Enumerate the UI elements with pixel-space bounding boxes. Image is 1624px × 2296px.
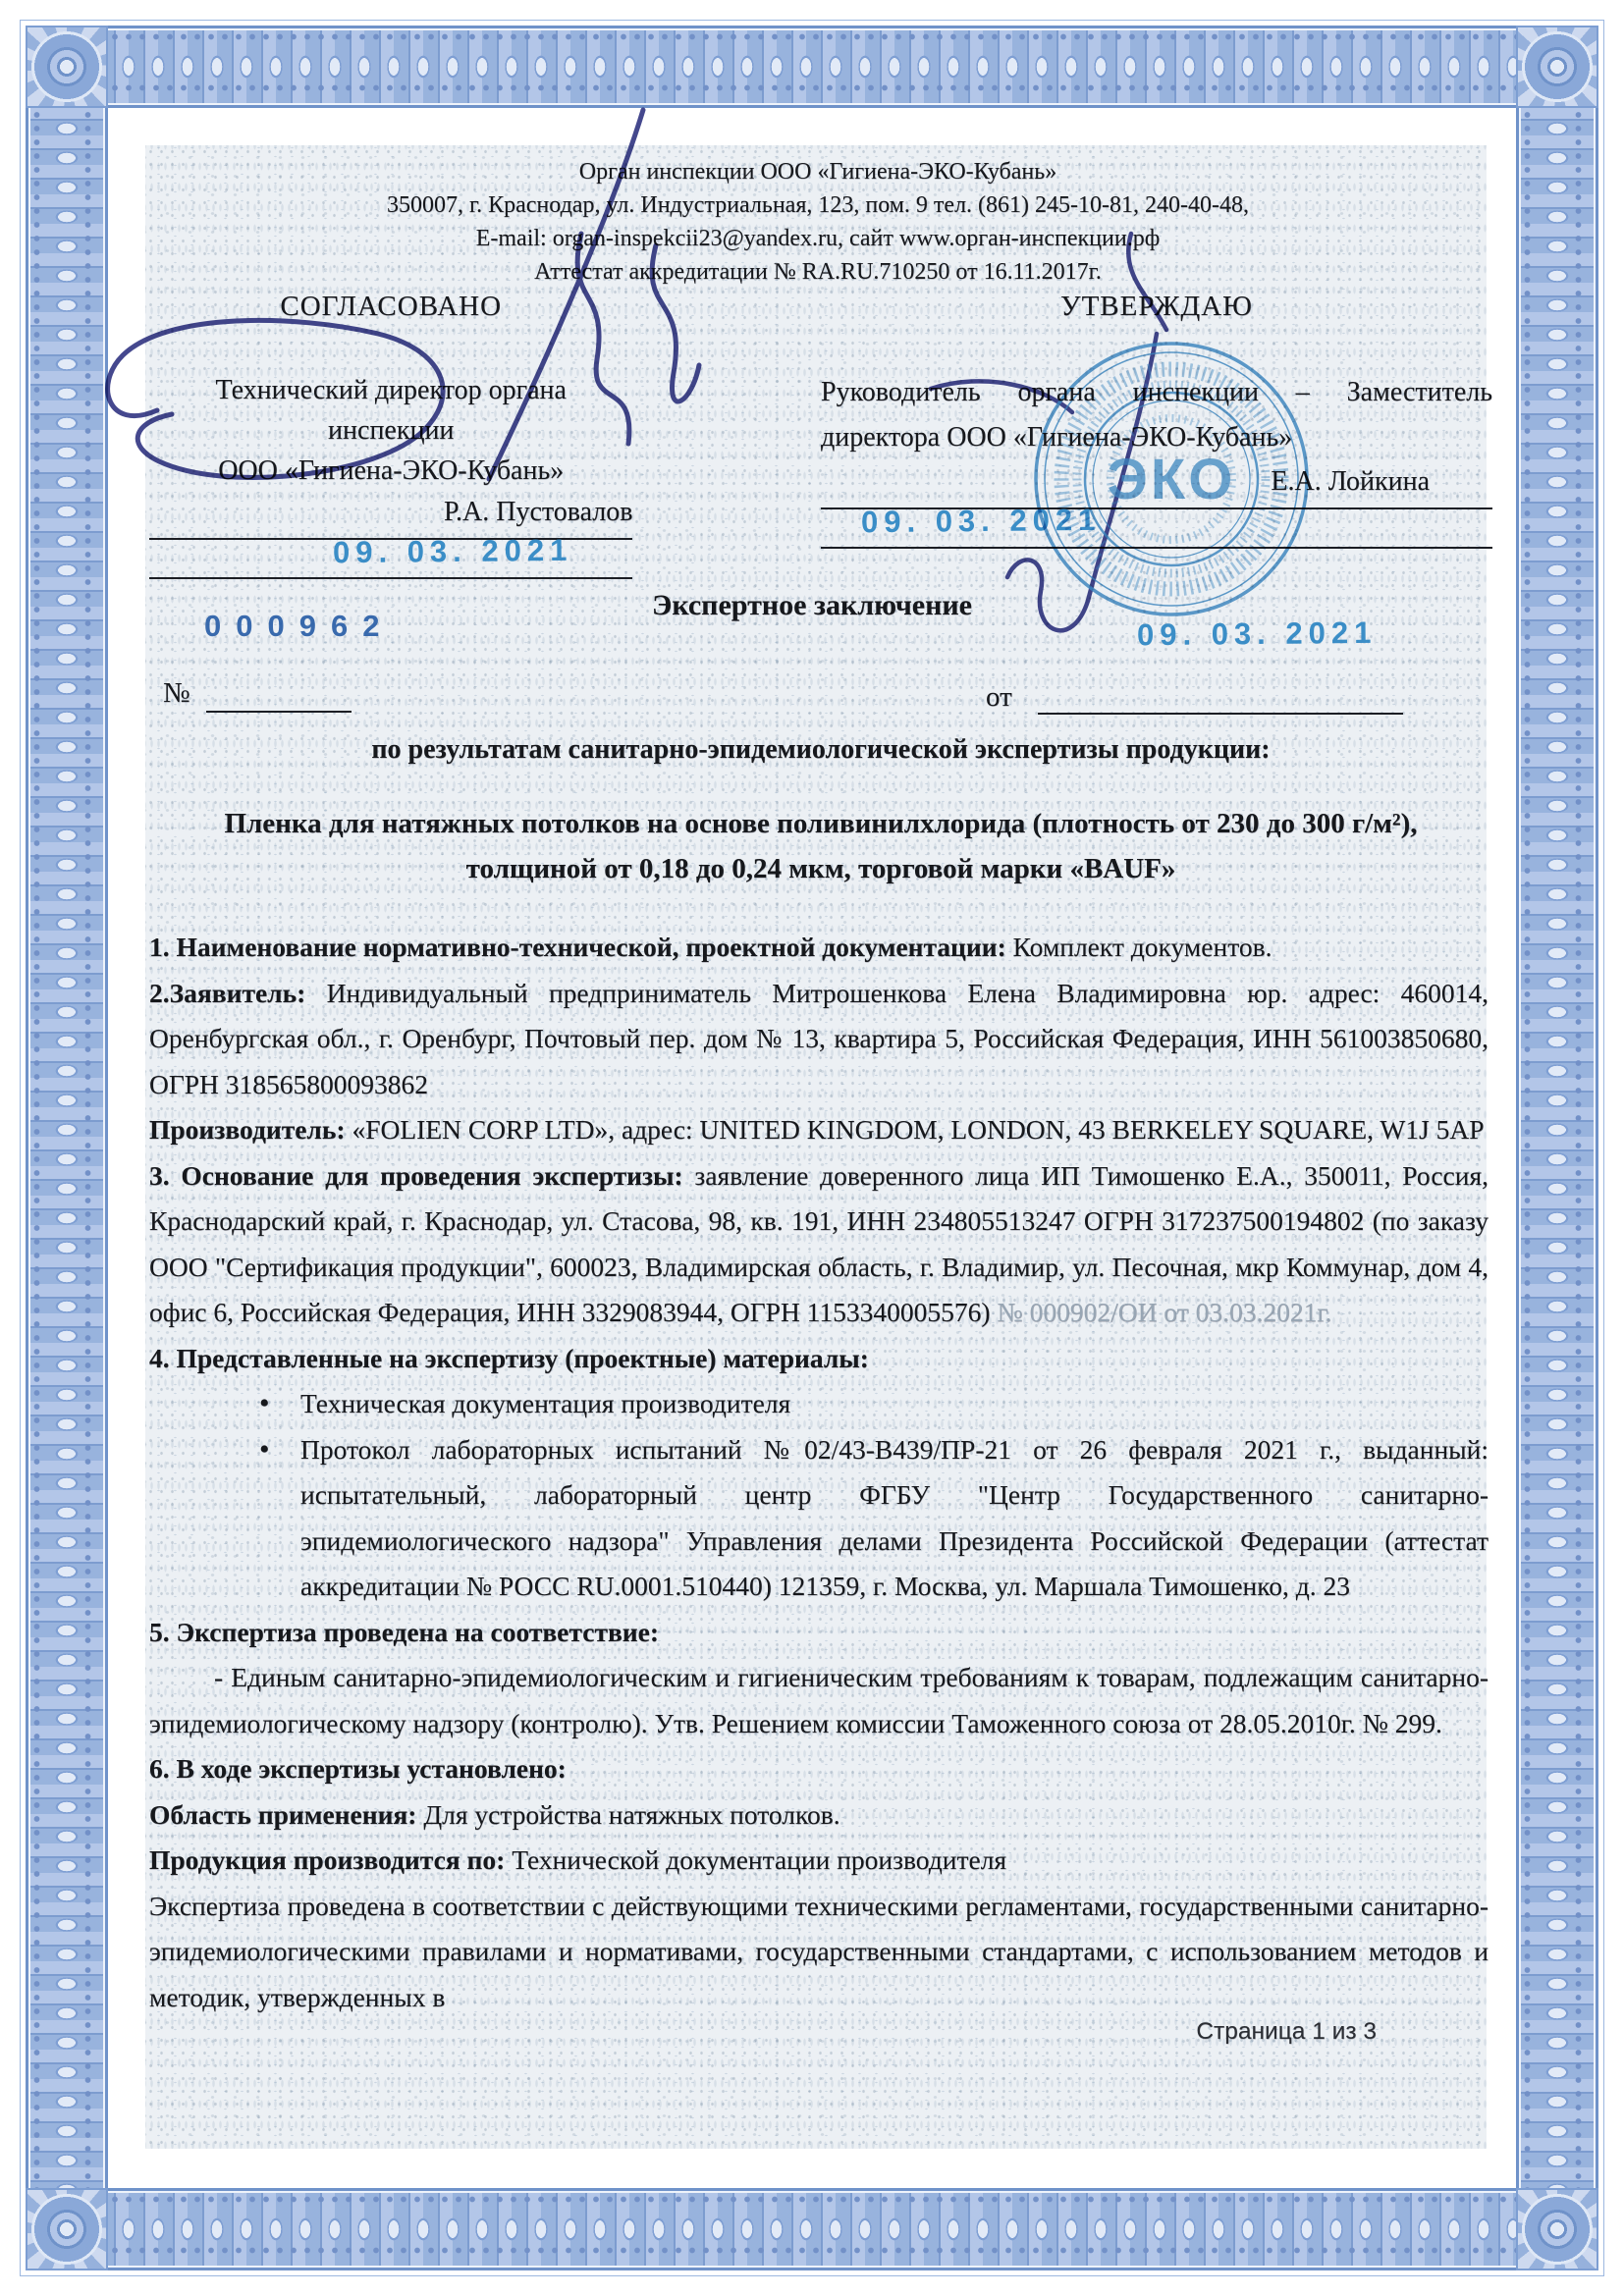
expertise-note: Экспертиза проведена в соответствии с действующими техническими регламентами, государственными санитарно-эпидемиологическими правилами и нормативами, государственными стандартами, с использованием методов и методик, утвержденных в	[149, 1890, 1489, 2012]
number-label: №	[163, 677, 190, 709]
section-6-label: 6. В ходе экспертизы установлено:	[149, 1753, 567, 1784]
application-area-label: Область применения:	[149, 1798, 417, 1830]
number-blank-line	[206, 711, 352, 713]
section-5	[149, 1610, 1489, 1656]
section-1	[149, 925, 1489, 971]
seal-center-text: ЭКО	[1107, 448, 1236, 511]
border-band-right	[1516, 26, 1598, 2270]
document-body	[149, 925, 1489, 2020]
approved-title: УТВЕРЖДАЮ	[1060, 291, 1253, 322]
approved-role: Руководитель органа инспекции – Заместитель директора ООО «Гигиена-ЭКО-Кубань»	[821, 377, 1492, 453]
section-3-text: заявление доверенного лица ИП Тимошенко Е.А., 350011, Россия, Краснодарский край, г. Краснодар, ул. Стасова, 98, кв. 191, ИНН 234805513247 ОГРН 317237500194802 (по заказу ООО "Сертификация продукции", 600023, Владимирская область, г. Владимир, ул. Песочная, мкр Коммунар, дом 4, офис 6, Российская Федерация, ИНН 3329083944, ОГРН 1153340005576)	[149, 1159, 1489, 1327]
approval-block	[149, 291, 1492, 579]
border-corner-rosette	[1516, 26, 1598, 108]
production-basis-text: Технической документации производителя	[512, 1844, 1007, 1875]
border-band-top	[26, 26, 1598, 108]
section-2-manufacturer	[149, 1107, 1489, 1153]
section-1-text: Комплект документов.	[1012, 932, 1272, 962]
section-1-label: 1. Наименование нормативно-технической, проектной документации:	[149, 932, 1006, 962]
signature-line	[821, 547, 1492, 549]
page-indicator: Страница 1 из 3	[1196, 2018, 1377, 2045]
manufacturer-label: Производитель:	[149, 1114, 346, 1145]
date-stamp: 09. 03. 2021	[332, 532, 573, 570]
org-accreditation-line: Аттестат аккредитации № RA.RU.710250 от 16.11.2017г.	[534, 259, 1102, 285]
document-number-stamp: 000962	[204, 609, 395, 643]
border-band-left	[26, 26, 108, 2270]
document-date-stamp: 09. 03. 2021	[1136, 614, 1378, 653]
approved-signer-name: Е.А. Лойкина	[1271, 466, 1430, 497]
border-corner-rosette	[26, 2188, 108, 2270]
list-item: • Протокол лабораторных испытаний №02/43-В439/ПР-21 от 26 февраля 2021 г., выданный: испытательный, лабораторный центр ФГБУ "Центр Государственного санитарно-эпидемиологического надзора" Управления делами Президента Российской Федерации (аттестат аккредитации № РОСС RU.0001.510440) 121359, г. Москва, ул. Маршала Тимошенко, д. 23	[257, 1427, 1489, 1610]
application-area	[149, 1792, 1489, 1839]
date-stamp-slot	[149, 532, 632, 577]
approved-column	[821, 291, 1492, 579]
manufacturer-text: «FOLIEN CORP LTD», адрес: UNITED KINGDOM, LONDON, 43 BERKELEY SQUARE, W1J 5AP	[352, 1114, 1485, 1145]
date-blank-line	[1038, 713, 1403, 715]
agreed-role-line2: ООО «Гигиена-ЭКО-Кубань»	[218, 455, 565, 486]
section-3-ref: № 000902/ОИ от 03.03.2021г.	[997, 1297, 1332, 1327]
org-address-line: 350007, г. Краснодар, ул. Индустриальная, 123, пом. 9 тел. (861) 245-10-81, 240-40-48,	[386, 192, 1249, 218]
list-item: • Техническая документация производителя	[257, 1381, 1489, 1427]
section-2-text: Индивидуальный предприниматель Митрошенкова Елена Владимировна юр. адрес: 460014, Оренбургская обл., г. Оренбург, Почтовый пер. дом № 13, квартира 5, Российская Федерация, ИНН 561003850680, ОГРН 318565800093862	[149, 977, 1489, 1099]
border-band-bottom	[26, 2188, 1598, 2270]
date-stamp: 09. 03. 2021	[860, 502, 1102, 540]
document-subtitle: по результатам санитарно-эпидемиологической экспертизы продукции:	[371, 734, 1271, 765]
section-4	[149, 1336, 1489, 1382]
section-4-label: 4. Представленные на экспертизу (проектные) материалы:	[149, 1342, 869, 1373]
date-label: от	[986, 681, 1012, 713]
border-corner-rosette	[26, 26, 108, 108]
section-2-label: 2.Заявитель:	[149, 977, 306, 1008]
application-area-text: Для устройства натяжных потолков.	[423, 1798, 840, 1830]
org-email-line: E-mail: organ-inspekcii23@yandex.ru, сайт www.орган-инспекции.рф	[475, 226, 1161, 251]
border-corner-rosette	[1516, 2188, 1598, 2270]
production-basis	[149, 1838, 1489, 1884]
org-name-line: Орган инспекции ООО «Гигиена-ЭКО-Кубань»	[578, 159, 1057, 185]
section-3-label: 3. Основание для проведения экспертизы:	[149, 1159, 683, 1191]
section-3	[149, 1153, 1489, 1336]
section-2	[149, 971, 1489, 1108]
product-title: Пленка для натяжных потолков на основе поливинилхлорида (плотность от 230 до 300 г/м²), толщиной от 0,18 до 0,24 мкм, торговой марки «BAUF»	[224, 808, 1418, 884]
agreed-role-line1: Технический директор органа инспекции	[215, 375, 567, 446]
document-title: Экспертное заключение	[651, 589, 972, 621]
signature-line	[149, 577, 632, 579]
date-stamp-slot	[821, 502, 1492, 547]
section-6	[149, 1746, 1489, 1792]
org-header	[149, 155, 1487, 289]
number-date-row	[149, 660, 1492, 719]
agreed-title: СОГЛАСОВАНО	[280, 291, 503, 322]
section-5-text: - Единым санитарно-эпидемиологическим и гигиеническим требованиям к товарам, подлежащим санитарно-эпидемиологическому надзору (контролю). Утв. Решением комиссии Таможенного союза от 28.05.2010г. № 299.	[149, 1662, 1489, 1738]
materials-list	[257, 1381, 1489, 1610]
agreed-signer-name: Р.А. Пустовалов	[443, 497, 633, 527]
agreed-column	[149, 291, 632, 579]
section-5-label: 5. Экспертиза проведена на соответствие:	[149, 1616, 660, 1647]
production-basis-label: Продукция производится по:	[149, 1844, 506, 1875]
